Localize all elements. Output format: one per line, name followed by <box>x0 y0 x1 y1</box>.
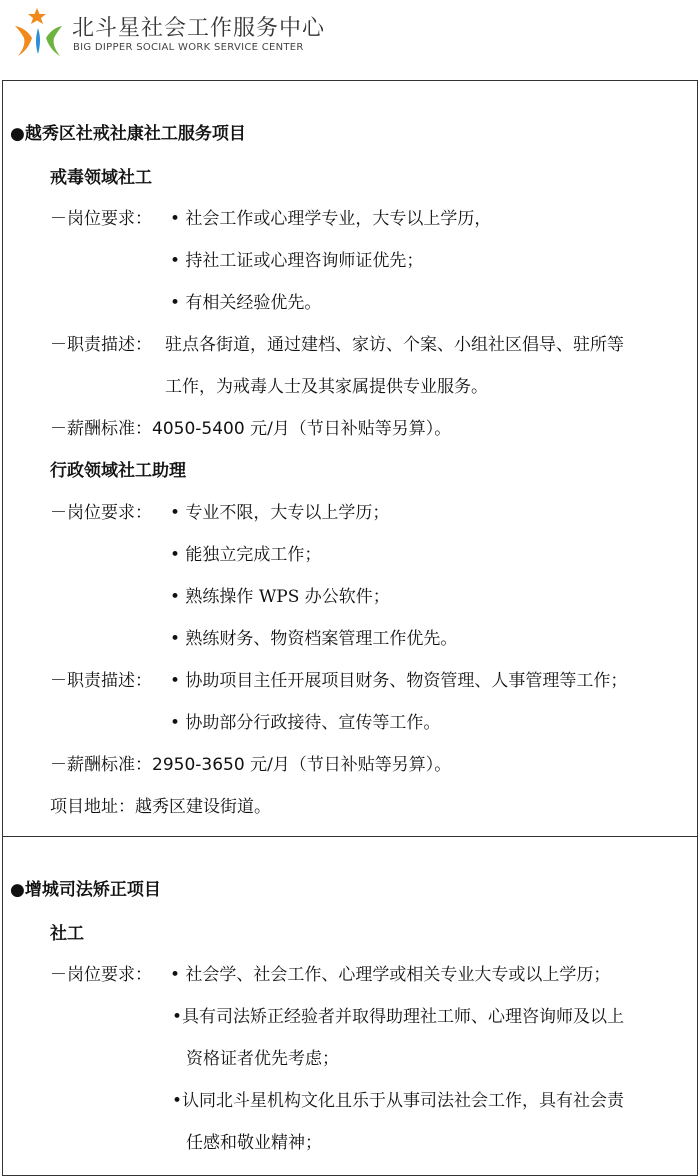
requirement-item: 任感和敬业精神； <box>186 1133 322 1153</box>
salary-suffix: 元/月（节日补贴等另算）。 <box>244 755 452 775</box>
requirement-item: • 社会学、社会工作、心理学或相关专业大专或以上学历； <box>170 965 611 985</box>
org-name-en: BIG DIPPER SOCIAL WORK SERVICE CENTER <box>73 42 304 53</box>
salary-label: －薪酬标准： <box>50 419 152 439</box>
salary-suffix: 元/月（节日补贴等另算）。 <box>244 419 452 439</box>
duty-item: • 协助部分行政接待、宣传等工作。 <box>170 713 441 733</box>
requirement-item: • 有相关经验优先。 <box>170 293 322 313</box>
requirement-item: • 社会工作或心理学专业，大专以上学历， <box>170 209 492 229</box>
project-address: 项目地址：越秀区建设街道。 <box>50 797 271 817</box>
position-title: 社工 <box>50 924 84 944</box>
header <box>0 0 700 80</box>
duty-text: 驻点各街道，通过建档、家访、个案、小组社区倡导、驻所等 <box>165 335 624 355</box>
requirement-label: －岗位要求： <box>50 209 152 229</box>
requirement-item: • 熟练财务、物资档案管理工作优先。 <box>170 629 458 649</box>
requirement-item: • 持社工证或心理咨询师证优先； <box>170 251 424 271</box>
duty-text: 工作，为戒毒人士及其家属提供专业服务。 <box>165 377 488 397</box>
requirement-item: 资格证者优先考虑； <box>186 1049 339 1069</box>
position-title: 行政领域社工助理 <box>50 461 186 481</box>
salary-value: 4050-5400 <box>152 419 245 439</box>
position-title: 戒毒领域社工 <box>50 168 152 188</box>
duty-item: • 协助项目主任开展项目财务、物资管理、人事管理等工作； <box>170 671 628 691</box>
requirement-item: •认同北斗星机构文化且乐于从事司法社会工作，具有社会责 <box>172 1091 625 1111</box>
salary-value: 2950-3650 <box>152 755 245 775</box>
big-dipper-logo-icon <box>10 6 68 60</box>
requirement-item: •具有司法矫正经验者并取得助理社工师、心理咨询师及以上 <box>172 1007 625 1027</box>
requirement-item: • 熟练操作 WPS 办公软件； <box>170 587 390 607</box>
duty-label: －职责描述： <box>50 335 152 355</box>
requirement-label: －岗位要求： <box>50 503 152 523</box>
salary-label: －薪酬标准： <box>50 755 152 775</box>
section-title: ●越秀区社戒社康社工服务项目 <box>10 124 246 144</box>
requirement-item: • 能独立完成工作； <box>170 545 322 565</box>
duty-label: －职责描述： <box>50 671 152 691</box>
salary-row <box>50 417 451 441</box>
requirement-label: －岗位要求： <box>50 965 152 985</box>
org-name-cn: 北斗星社会工作服务中心 <box>72 16 326 41</box>
section-title: ●增城司法矫正项目 <box>10 880 161 900</box>
salary-row <box>50 753 451 777</box>
requirement-item: • 专业不限，大专以上学历； <box>170 503 390 523</box>
